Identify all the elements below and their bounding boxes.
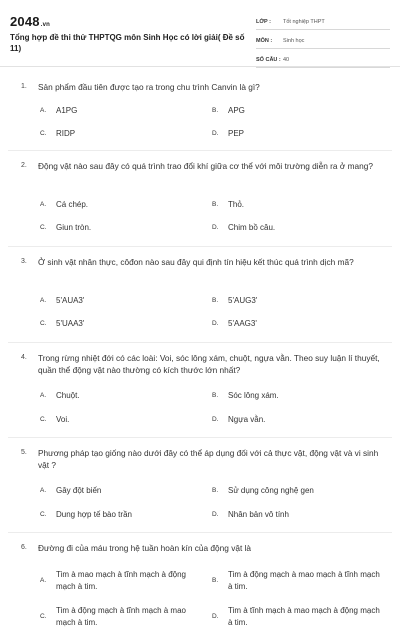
question-4 [0,343,400,427]
question-text [0,160,400,172]
option-letter: D. [212,613,219,620]
option-text: Sử dụng công nghệ gen [228,486,314,495]
option-text: APG [228,106,245,115]
meta-label: LỚP : [256,18,271,25]
option-d[interactable] [212,414,265,426]
option-c[interactable] [40,414,69,426]
option-c[interactable] [40,222,91,234]
option-letter: D. [212,130,219,137]
option-c[interactable] [40,128,75,140]
option-letter: C. [40,416,47,423]
option-letter: C. [40,224,47,231]
question-list [0,68,400,627]
logo-text: 2048 [10,14,40,29]
option-text: Nhân bản vô tính [228,510,289,519]
option-text: Tim à tĩnh mạch à mao mạch à động mạch à tim. [228,606,380,627]
option-a[interactable] [40,569,200,593]
option-text: Tim à động mạch à tĩnh mạch à mao mạch à tim. [56,606,186,627]
meta-label: MÔN : [256,37,273,44]
option-letter: D. [212,416,219,423]
option-text: Ngựa vằn. [228,415,266,424]
option-text: PEP [228,129,245,138]
option-letter: A. [40,392,47,399]
option-d[interactable] [212,509,289,521]
question-text [0,81,400,93]
option-letter: C. [40,320,47,327]
question-text [0,256,400,268]
logo-suffix: .vn [40,22,51,28]
option-b[interactable] [212,390,279,402]
question-2 [0,151,400,236]
option-text: Tim à động mạch à mao mạch à tĩnh mạch à tim. [228,570,380,591]
question-1 [0,68,400,140]
option-letter: D. [212,224,219,231]
option-letter: B. [212,201,219,208]
question-3 [0,247,400,332]
question-stem: Động vật nào sau đây có quá trình trao đổi khí giữa cơ thể với môi trường diễn ra ở mang? [38,161,373,171]
option-text: Dung hợp tế bào trần [56,510,132,519]
option-letter: B. [212,487,219,494]
option-c[interactable] [40,318,84,330]
document-title: Tổng hợp đề thi thử THPTQG môn Sinh Học có lời giải( Đề số 11) [10,33,245,53]
option-letter: D. [212,511,219,518]
header-divider [0,66,400,67]
option-text: Voi. [56,415,70,424]
option-text: RIDP [56,129,76,138]
option-text: Sóc lông xám. [228,391,279,400]
option-text: Cá chép. [56,200,89,209]
site-logo[interactable] [10,14,50,29]
option-d[interactable] [212,222,275,234]
option-text: Chim bồ câu. [228,223,276,232]
meta-row-subject [256,33,390,49]
option-text: 5'AUA3' [56,296,85,305]
meta-value: Tốt nghiệp THPT [283,18,325,25]
option-letter: A. [40,201,47,208]
option-letter: B. [212,107,219,114]
option-c[interactable] [40,605,200,629]
option-d[interactable] [212,605,380,629]
option-a[interactable] [40,295,84,307]
question-stem: Đường đi của máu trong hệ tuần hoàn kín của động vật là [38,543,252,553]
option-letter: B. [212,297,219,304]
option-a[interactable] [40,199,88,211]
option-text: A1PG [56,106,78,115]
question-text [0,352,400,376]
question-stem: Ở sinh vật nhân thực, côđon nào sau đây qui định tín hiệu kết thúc quá trình dịch mã? [38,257,354,267]
option-text: Giun tròn. [56,223,92,232]
option-a[interactable] [40,390,80,402]
meta-row-class [256,14,390,30]
question-number: 2. [21,162,27,169]
option-text: Tim à mao mạch à tĩnh mạch à động mạch à tim. [56,570,186,591]
meta-value: 40 [283,56,290,63]
option-letter: A. [40,297,47,304]
meta-label: SỐ CÂU : [256,56,281,63]
question-number: 4. [21,354,27,361]
option-letter: C. [40,613,47,620]
option-letter: A. [40,107,47,114]
option-text: Thỏ. [228,200,245,209]
option-b[interactable] [212,485,314,497]
option-letter: A. [40,487,47,494]
question-number: 1. [21,83,27,90]
option-letter: C. [40,130,47,137]
option-a[interactable] [40,105,77,117]
question-number: 3. [21,258,27,265]
question-stem: Phương pháp tạo giống nào dưới đây có thể áp dụng đối với cả thực vật, động vật và vi sinh vật ? [38,448,379,470]
option-letter: A. [40,577,47,584]
question-number: 5. [21,449,27,456]
option-text: Chuột. [56,391,80,400]
exam-meta [256,14,390,71]
question-6 [0,533,400,627]
question-stem: Sản phẩm đầu tiên được tạo ra trong chu trình Canvin là gì? [38,82,260,92]
option-letter: D. [212,320,219,327]
option-d[interactable] [212,318,257,330]
question-5 [0,438,400,522]
question-number: 6. [21,544,27,551]
option-d[interactable] [212,128,244,140]
option-text: 5'AAG3' [228,319,257,328]
option-b[interactable] [212,569,380,593]
question-text [0,542,400,554]
option-a[interactable] [40,485,101,497]
option-b[interactable] [212,295,257,307]
option-letter: B. [212,392,219,399]
option-b[interactable] [212,199,244,211]
meta-value: Sinh học [283,37,305,44]
option-text: 5'AUG3' [228,296,258,305]
question-text [0,447,400,471]
option-c[interactable] [40,509,132,521]
option-b[interactable] [212,105,245,117]
question-stem: Trong rừng nhiệt đới có các loài: Voi, sóc lông xám, chuột, ngựa vằn. Theo suy luận lí thuyết, quần thể động vật nào thường có kích thước lớn nhất? [38,353,380,375]
option-letter: B. [212,577,219,584]
document-header [0,0,400,64]
option-text: Gây đột biến [56,486,102,495]
option-text: 5'UAA3' [56,319,85,328]
option-letter: C. [40,511,47,518]
